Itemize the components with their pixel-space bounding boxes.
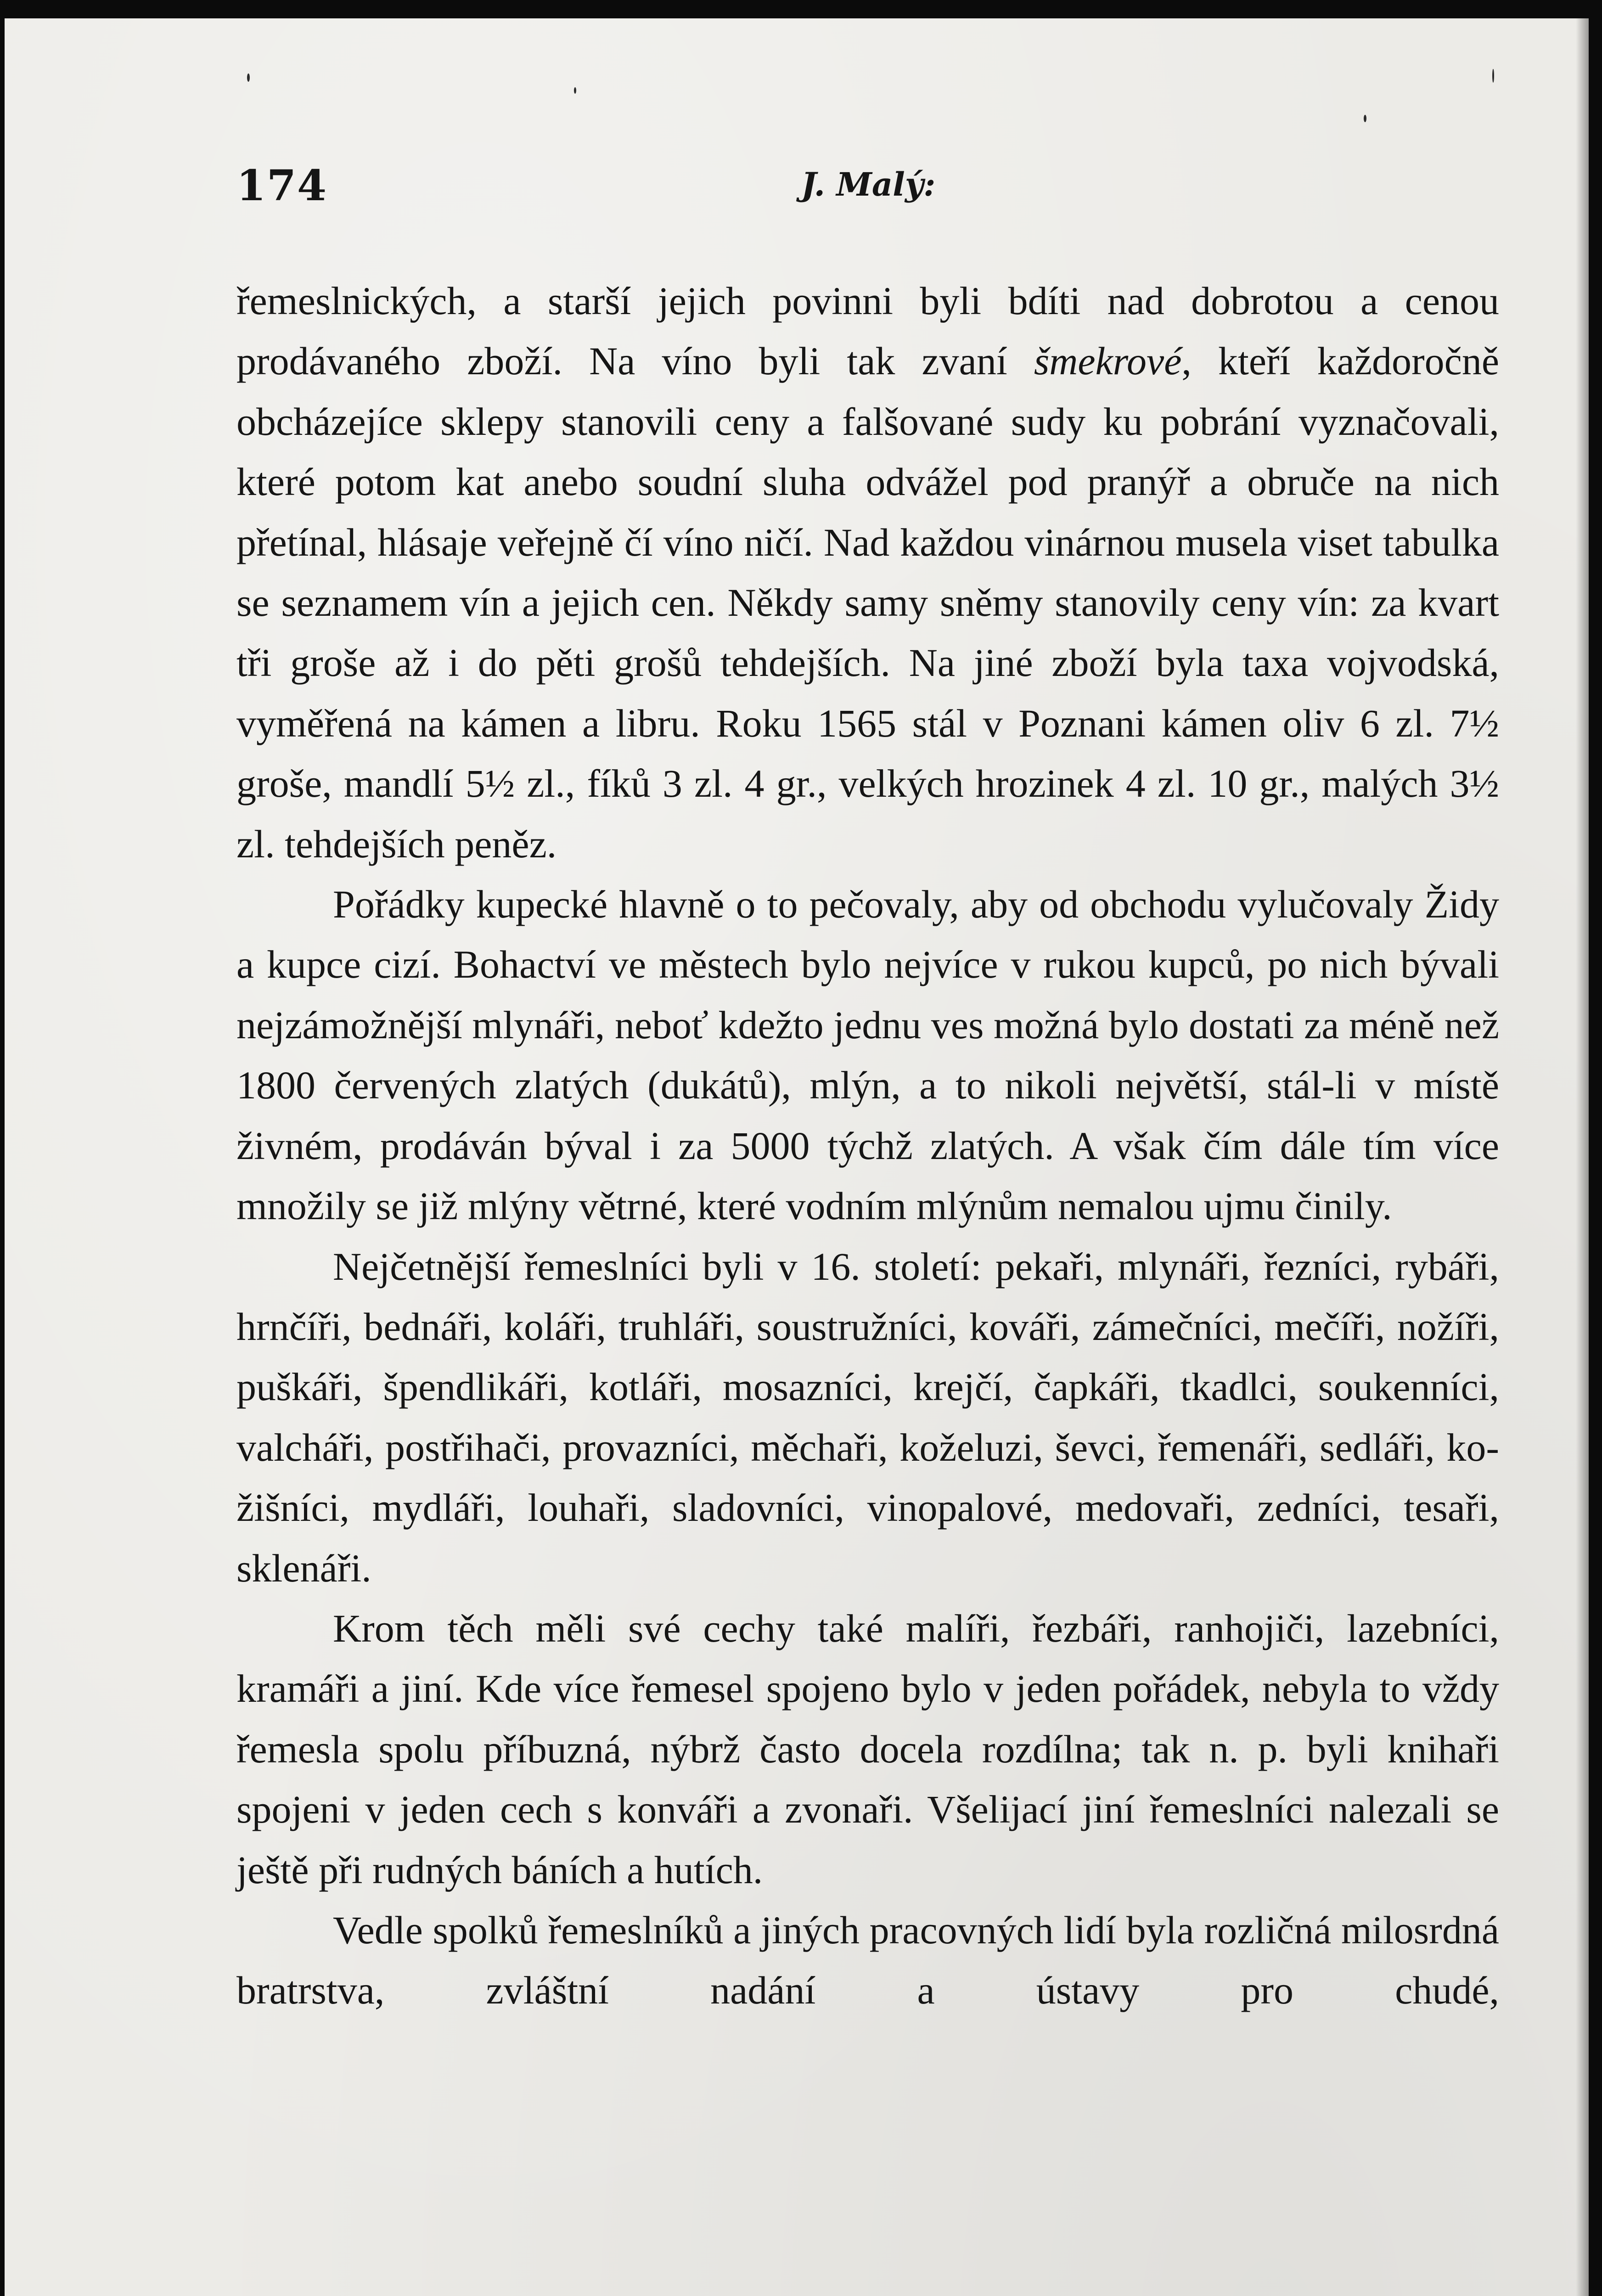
paragraph-text: řemeslnických, a starší jejich povinni byli bdíti nad dobrotou a cenou prodávaného zboží. Na víno byli tak zvaní [236,279,1499,383]
paper-speck [574,87,576,94]
paragraph: Pořádky kupecké hlavně o to pečovaly, aby od obchodu vylučovaly Židy a kupce cizí. Bohactví ve městech bylo nejvíce v rukou kupců, po nich bývali nejzámožnější mlynáři, neboť kdežto jednu ves možná bylo dostati za méně než 1800 červených zlatých (dukátů), mlýn, a to nikoli největší, stál-li v místě živném, prodáván býval i za 5000 týchž zlatých. A však čím dále tím více množily se již mlýny větrné, které vodním mlýnům nemalou ujmu činily. [236,882,1499,1228]
italic-term: šmekrové [1034,339,1182,383]
page-edge-shadow [1576,18,1589,2296]
paragraph: Krom těch měli své cechy také malíři, řezbáři, ranhojiči, lazebníci, kramáři a jiní. Kde více řemesel spojeno bylo v jeden pořádek, nebyla to vždy řemesla spolu příbuzná, nýbrž často docela rozdílna; tak n. p. byli knihaři spojeni v jeden cech s konváři a zvonaři. Všelijací jiní řemeslníci nalezali se ještě při rudných báních a hutích. [236,1606,1499,1892]
paragraph [236,271,1499,874]
page-number: 174 [236,161,328,210]
running-head: J. Malý: [801,165,936,203]
paragraph-text: , kteří každoročně obcházejíce sklepy stanovili ceny a falšované sudy ku pobrání vyznačovali, které potom kat anebo soudní sluha odvážel pod pranýř a obruče na nich přetínal, hlásaje veřejně čí víno ničí. Nad každou vinárnou musela viset tabulka se seznamem vín a jejich cen. Někdy samy sněmy stanovily ceny vín: za kvart tři groše až i do pěti grošů tehdejších. Na jiné zboží byla taxa vojvodská, vyměřená na kámen a libru. Roku 1565 stál v Poznani kámen oliv 6 zl. 7½ groše, mandlí 5½ zl., fíků 3 zl. 4 gr., velkých hrozinek 4 zl. 10 gr., malých 3½ zl. tehdejších peněz. [236,339,1499,866]
paragraph: Nejčetnější řemeslníci byli v 16. století: pekaři, mlynáři, řezníci, rybáři, hrnčíři, bednáři, koláři, truhláři, soustružníci, kováři, zámečníci, mečíři, nožíři, puškáři, špendlikáři, kotláři, mosazníci, krejčí, čapkáři, tkadlci, soukenníci, valcháři, postřihači, provazníci, měchaři, koželuzi, ševci, řemenáři, sedláři, kožišníci, mydláři, louhaři, sladovníci, vinopalové, medovaři, zedníci, tesaři, sklenáři. [236,1244,1499,1590]
paper-speck [1364,115,1366,122]
paper-speck [1492,69,1494,83]
paragraph: Vedle spolků řemeslníků a jiných pracovných lidí byla rozličná milosrdná bratrstva, zvláštní nadání a ústavy pro chudé, [236,1908,1499,2013]
page-header [236,161,1504,225]
body-text [236,271,1499,2021]
paper-speck [247,73,250,82]
